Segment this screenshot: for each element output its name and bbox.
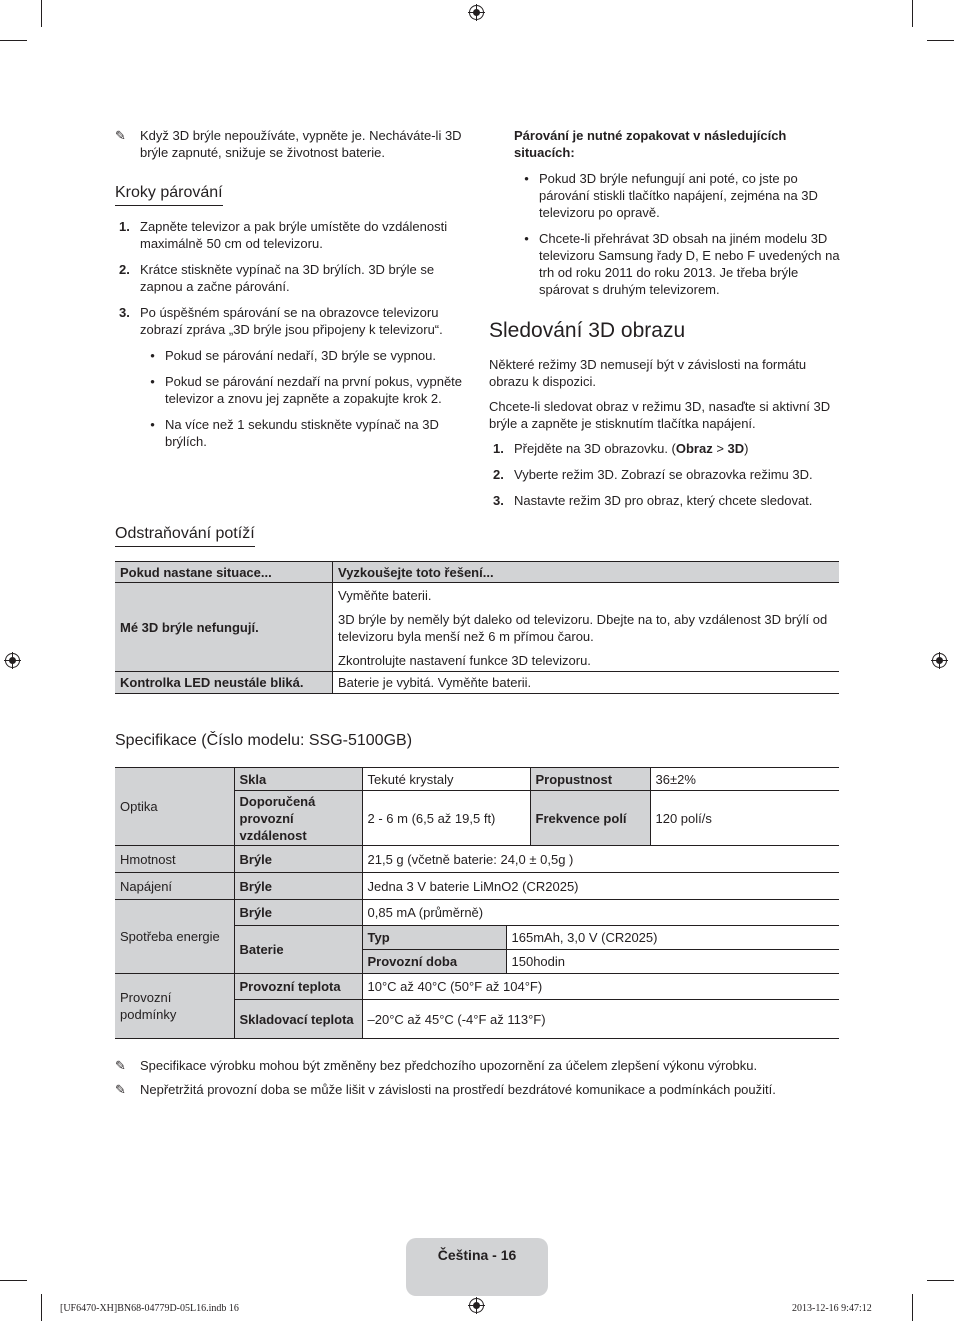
table-cell: Optika: [115, 768, 234, 846]
table-cell: 21,5 g (včetně baterie: 24,0 ± 0,5g ): [362, 846, 839, 873]
table-cell: Kontrolka LED neustále bliká.: [115, 672, 333, 694]
table-cell: 165mAh, 3,0 V (CR2025): [506, 926, 839, 950]
table-cell: Provozní podmínky: [115, 974, 234, 1039]
crop-mark: [0, 40, 27, 41]
table-cell: Brýle: [234, 846, 362, 873]
table-cell: Provozní doba: [362, 950, 506, 974]
list-item: 3. Nastavte režim 3D pro obraz, který chcete sledovat.: [493, 493, 813, 508]
table-cell: Propustnost: [530, 768, 650, 791]
imprint-right: 2013-12-16 9:47:12: [792, 1303, 872, 1314]
troubleshoot-title: Odstraňování potíží: [115, 524, 255, 547]
registration-mark-icon: [4, 652, 21, 669]
spec-title: Specifikace (Číslo modelu: SSG-5100GB): [115, 732, 413, 749]
list-item: • Pokud se párování nedaří, 3D brýle se vypnou.: [150, 348, 436, 363]
note-text: Nepřetržitá provozní doba se může lišit v závislosti na prostředí bezdrátové komunikace a podmínkách použití.: [140, 1082, 776, 1097]
table-cell: Spotřeba energie: [115, 900, 234, 974]
imprint-left: [UF6470-XH]BN68-04779D-05L16.indb 16: [60, 1303, 239, 1314]
crop-mark: [41, 1294, 42, 1321]
table-header: Vyzkoušejte toto řešení...: [333, 562, 840, 583]
troubleshoot-table: [115, 561, 839, 694]
crop-mark: [927, 40, 954, 41]
list-item: • Na více než 1 sekundu stiskněte vypínač na 3D brýlích.: [150, 417, 439, 449]
table-cell: Mé 3D brýle nefungují.: [115, 583, 333, 672]
repair-heading: Párování je nutné zopakovat v následujících situacích:: [514, 128, 787, 160]
table-cell: Brýle: [234, 873, 362, 900]
table-cell: Typ: [362, 926, 506, 950]
table-cell: 150hodin: [506, 950, 839, 974]
list-item: • Chcete-li přehrávat 3D obsah na jiném modelu 3D televizoru Samsung řady D, E nebo F uvedených na trh od roku 2011 do roku 2013. Je třeba brýle spárovat s druhým televizorem.: [524, 231, 840, 297]
battery-note: [115, 127, 465, 161]
table-cell: Skladovací teplota: [234, 1000, 362, 1039]
spec-note: [115, 1081, 839, 1098]
pencil-note-icon: ✎: [115, 1058, 126, 1073]
table-cell: Brýle: [234, 900, 362, 926]
list-item: 2. Vyberte režim 3D. Zobrazí se obrazovka režimu 3D.: [493, 467, 813, 482]
table-cell: Jedna 3 V baterie LiMnO2 (CR2025): [362, 873, 839, 900]
list-item: 1. Přejděte na 3D obrazovku. (Obraz > 3D): [493, 441, 749, 456]
table-cell: Hmotnost: [115, 846, 234, 873]
viewing-section: [489, 356, 841, 518]
table-cell: 36±2%: [650, 768, 839, 791]
note-text: Specifikace výrobku mohou být změněny bez předchozího upozornění za účelem zlepšení výkonu výrobku.: [140, 1058, 758, 1073]
crop-mark: [912, 1294, 913, 1321]
list-item: 1. Zapněte televizor a pak brýle umístěte do vzdálenosti maximálně 50 cm od televizoru.: [119, 219, 448, 251]
crop-mark: [927, 1280, 954, 1281]
table-cell: Frekvence polí: [530, 791, 650, 846]
table-cell: Baterie: [234, 926, 362, 974]
crop-mark: [41, 0, 42, 27]
table-cell: Napájení: [115, 873, 234, 900]
repair-section: [514, 127, 844, 307]
list-item: 2. Krátce stiskněte vypínač na 3D brýlích. 3D brýle se zapnou a začne párování.: [119, 262, 435, 294]
table-cell: Vyměňte baterii. 3D brýle by neměly být daleko od televizoru. Dbejte na to, aby vzdálenost 3D brýlí od televizoru byla menší než 6 m přímou čarou. Zkontrolujte nastavení funkce 3D televizoru.: [333, 583, 840, 672]
registration-mark-icon: [468, 4, 485, 21]
viewing-title: Sledování 3D obrazu: [489, 319, 686, 342]
spec-table: [115, 767, 839, 1039]
table-cell: 2 - 6 m (6,5 až 19,5 ft): [362, 791, 530, 846]
table-cell: Provozní teplota: [234, 974, 362, 1000]
pairing-steps: [115, 218, 465, 459]
table-cell: Skla: [234, 768, 362, 791]
table-header: Pokud nastane situace...: [115, 562, 333, 583]
pencil-note-icon: ✎: [115, 1082, 126, 1097]
table-cell: 120 polí/s: [650, 791, 839, 846]
crop-mark: [912, 0, 913, 27]
pencil-note-icon: ✎: [115, 128, 126, 143]
viewing-para: Některé režimy 3D nemusejí být v závislosti na formátu obrazu k dispozici.: [489, 357, 807, 389]
spec-note: [115, 1057, 839, 1074]
note-text: Když 3D brýle nepoužíváte, vypněte je. Necháváte-li 3D brýle zapnuté, snižuje se životnost baterie.: [140, 128, 462, 160]
registration-mark-icon: [468, 1297, 485, 1314]
table-cell: Tekuté krystaly: [362, 768, 530, 791]
list-item: • Pokud 3D brýle nefungují ani poté, co jste po párování stiskli tlačítko napájení, zejména na 3D televizoru po opravě.: [524, 171, 818, 220]
table-cell: 10°C až 40°C (50°F až 104°F): [362, 974, 839, 1000]
registration-mark-icon: [931, 652, 948, 669]
viewing-para: Chcete-li sledovat obraz v režimu 3D, nasaďte si aktivní 3D brýle a zapněte je stisknutím tlačítka napájení.: [489, 399, 831, 431]
list-item: • Pokud se párování nezdaří na první pokus, vypněte televizor a znovu jej zapněte a zopakujte krok 2.: [150, 374, 463, 406]
pairing-title: Kroky párování: [115, 183, 223, 206]
page-number: Čeština - 16: [437, 1247, 517, 1263]
table-cell: –20°C až 45°C (-4°F až 113°F): [362, 1000, 839, 1039]
table-cell: Baterie je vybitá. Vyměňte baterii.: [333, 672, 840, 694]
table-cell: Doporučená provozní vzdálenost: [234, 791, 362, 846]
crop-mark: [0, 1280, 27, 1281]
list-item: 3. Po úspěšném spárování se na obrazovce televizoru zobrazí zpráva „3D brýle jsou připojeny k televizoru“.: [119, 305, 443, 337]
table-cell: 0,85 mA (průměrně): [362, 900, 839, 926]
